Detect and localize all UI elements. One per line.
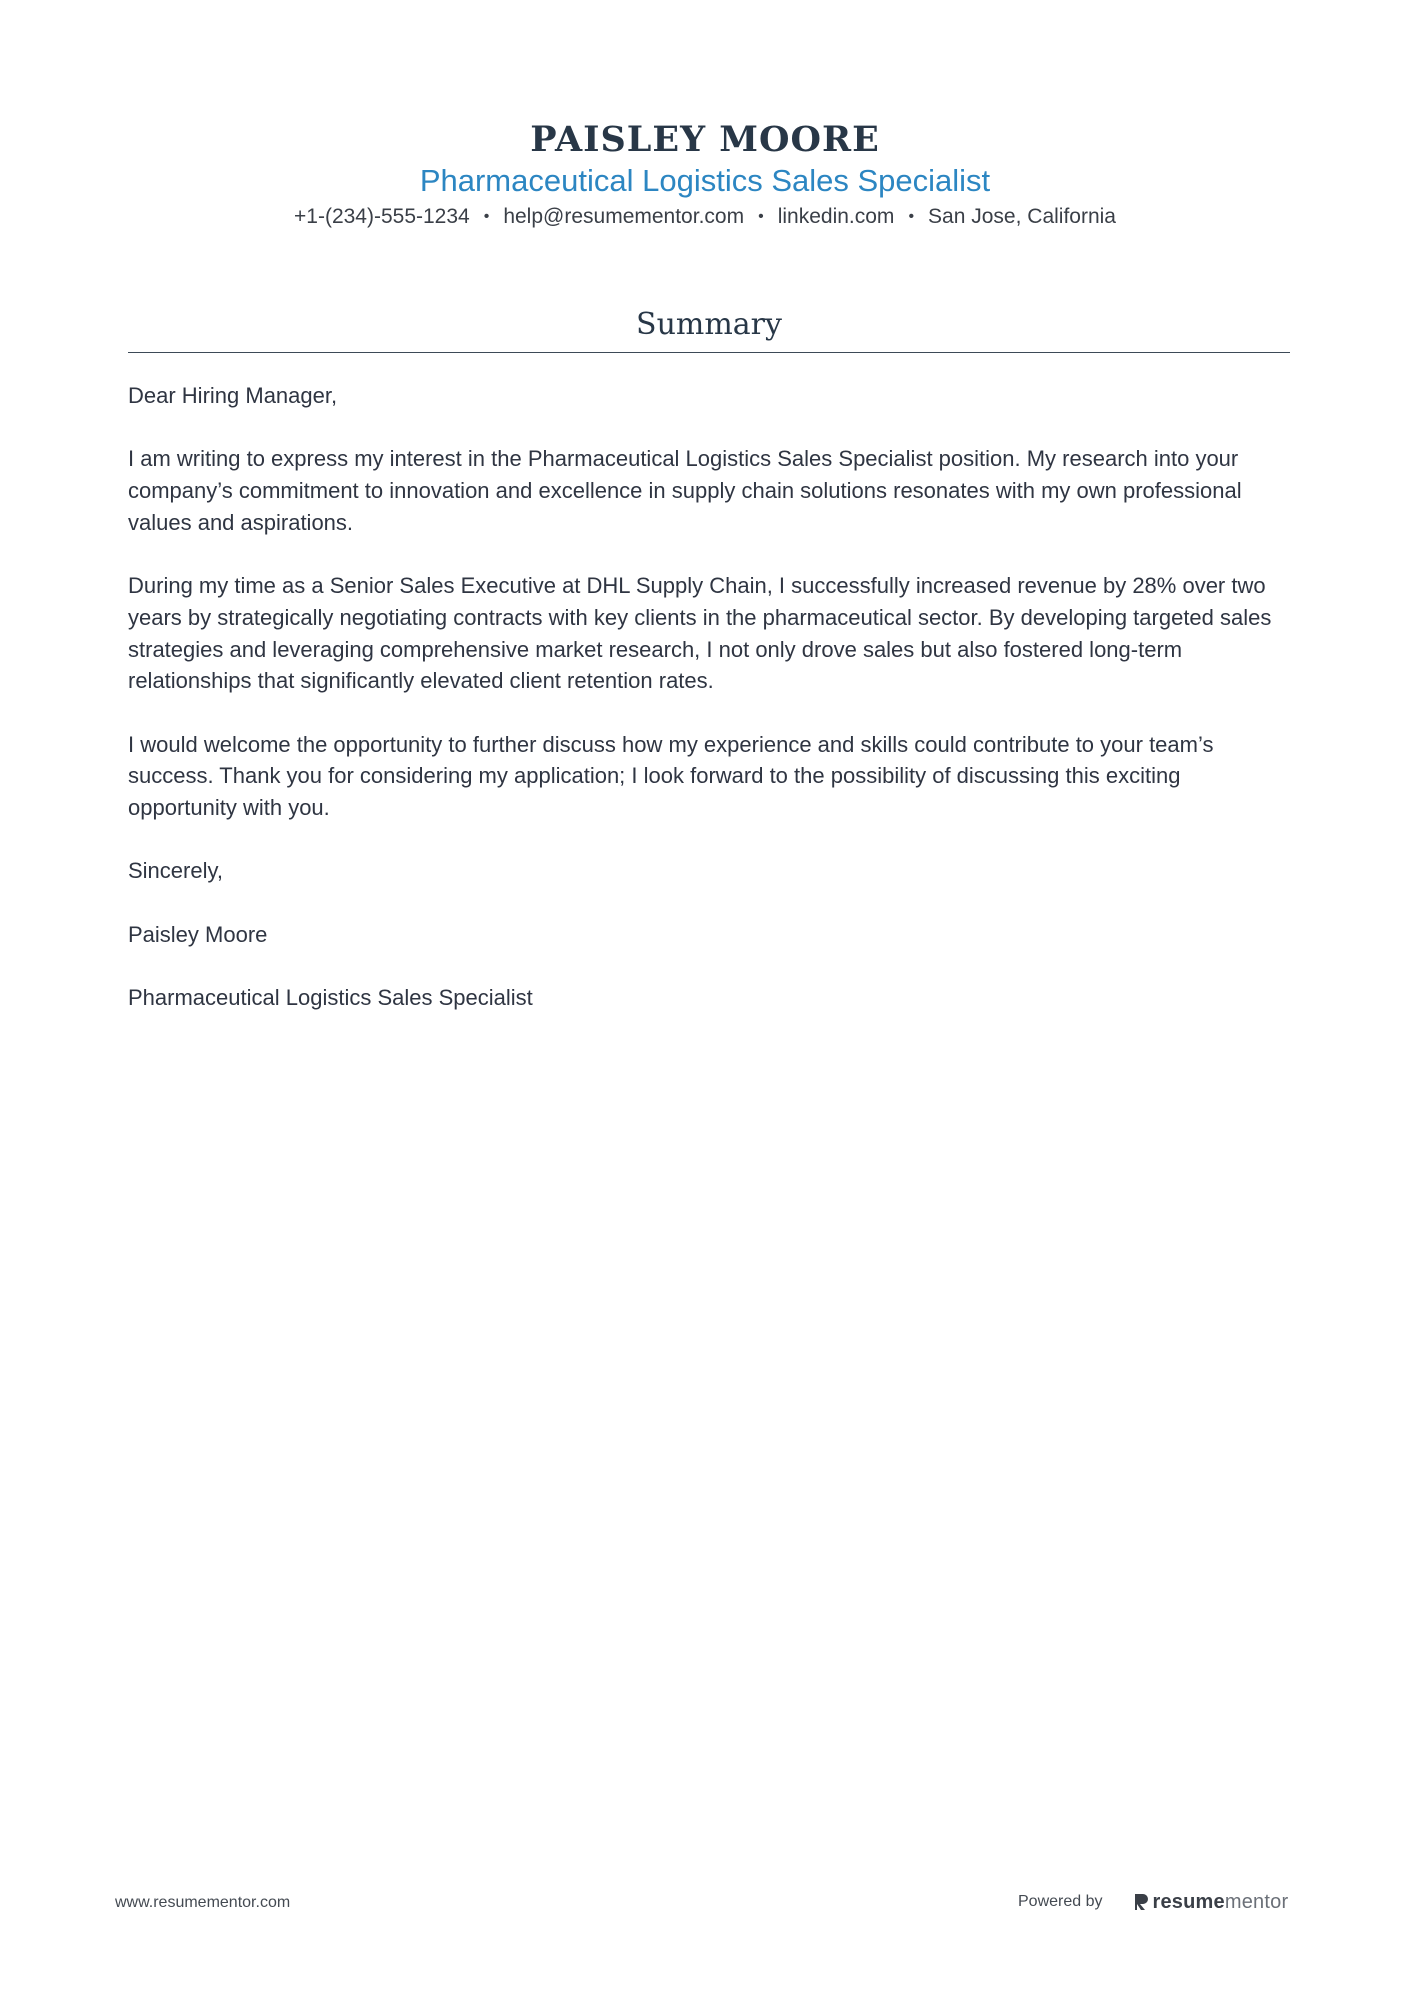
- powered-by-label: Powered by: [1018, 1893, 1103, 1910]
- letter-body: [128, 380, 1290, 1046]
- brand-name-bold: resume: [1152, 1890, 1225, 1913]
- contact-phone: +1-(234)-555-1234: [294, 205, 470, 228]
- letter-greeting: Dear Hiring Manager,: [128, 383, 338, 408]
- contact-email[interactable]: help@resumementor.com: [503, 205, 745, 228]
- section-divider: [128, 352, 1290, 353]
- contact-separator: •: [758, 208, 764, 225]
- candidate-name: PAISLEY MOORE: [530, 119, 880, 160]
- brand-name-light: mentor: [1224, 1890, 1289, 1913]
- footer-website[interactable]: www.resumementor.com: [115, 1894, 291, 1911]
- contact-separator: •: [483, 208, 490, 225]
- brand-logo[interactable]: [1133, 1891, 1289, 1914]
- candidate-role: Pharmaceutical Logistics Sales Specialist: [419, 163, 991, 198]
- resume-header: [0, 118, 1410, 232]
- signature-name: Paisley Moore: [128, 921, 268, 947]
- letter-paragraph-2: During my time as a Senior Sales Executive at DHL Supply Chain, I successfully increased revenue by 28% over two years by strategically negotiating contracts with key clients in the pharmaceutical sector. By developing targeted sales strategies and leveraging comprehensive market research, I not only drove sales but also fostered long-term relationships that significantly elevated client retention rates.: [128, 573, 1272, 694]
- footer-branding: [1018, 1887, 1288, 1917]
- letter-closing: Sincerely,: [128, 858, 223, 884]
- section-title-summary: Summary: [636, 307, 782, 342]
- contact-linkedin[interactable]: linkedin.com: [777, 205, 895, 228]
- signature-title: Pharmaceutical Logistics Sales Specialist: [128, 985, 533, 1011]
- letter-paragraph-3: I would welcome the opportunity to further discuss how my experience and skills could contribute to your team’s success. Thank you for considering my application; I look forward to the possibility of discussing this exciting opportunity with you.: [128, 731, 1214, 821]
- contact-separator: •: [908, 208, 915, 225]
- resumementor-logo-icon: [1133, 1892, 1149, 1912]
- letter-paragraph-1: I am writing to express my interest in the Pharmaceutical Logistics Sales Specialist position. My research into your company’s commitment to innovation and excellence in supply chain solutions resonates with my own professional values and aspirations.: [128, 446, 1242, 535]
- contact-line: [0, 202, 1410, 232]
- contact-location: San Jose, California: [928, 205, 1116, 228]
